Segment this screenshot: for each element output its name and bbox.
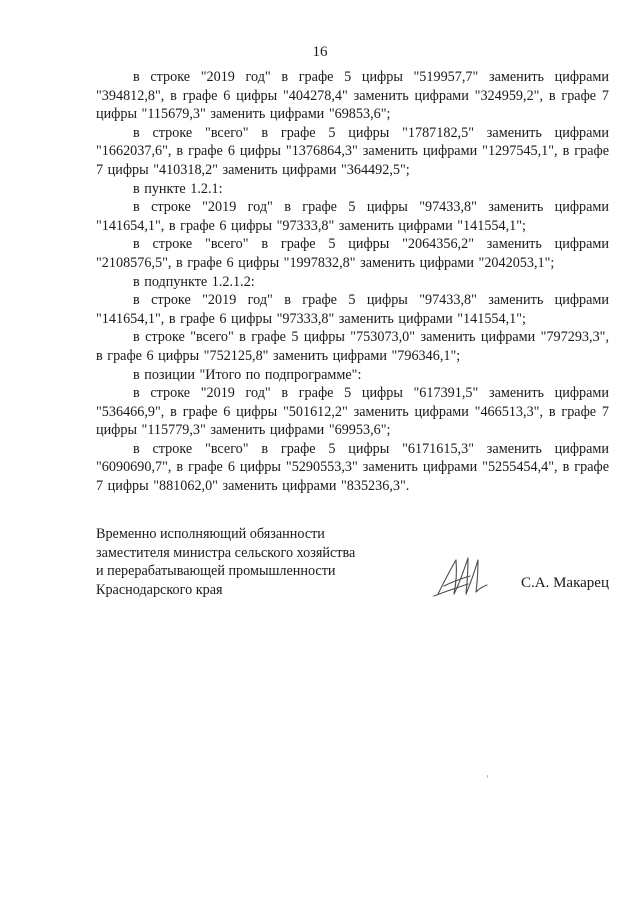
signatory-title-line: Краснодарского края <box>96 581 223 598</box>
signature-block <box>96 525 609 605</box>
amendment-paragraph: в строке "2019 год" в графе 5 цифры "617391,5" заменить цифрами "536466,9", в графе 6 цифры "501612,2" заменить цифрами "466513,3", в графе 7 цифры "115779,3" заменить цифрами "69953,6"; <box>96 385 609 439</box>
amendment-paragraph: в строке "2019 год" в графе 5 цифры "519957,7" заменить цифрами "394812,8", в графе 6 цифры "404278,4" заменить цифрами "324959,2", в графе 7 цифры "115679,3" заменить цифрами "69853,6"; <box>96 69 609 123</box>
section-heading: в подпункте 1.2.1.2: <box>133 273 255 290</box>
amendment-text <box>96 68 609 496</box>
signatory-name: С.А. Макарец <box>521 575 609 591</box>
amendment-paragraph: в строке "всего" в графе 5 цифры "6171615,3" заменить цифрами "6090690,7", в графе 6 цифры "5290553,3" заменить цифрами "5255454,4", в графе 7 цифры "881062,0" заменить цифрами "835236,3". <box>96 440 609 495</box>
signatory-title-line: заместителя министра сельского хозяйства <box>96 544 356 561</box>
amendment-paragraph: в строке "2019 год" в графе 5 цифры "97433,8" заменить цифрами "141654,1", в графе 6 цифры "97333,8" заменить цифрами "141554,1"; <box>96 199 609 234</box>
handwritten-signature <box>430 552 490 602</box>
scan-speck <box>487 775 488 778</box>
section-heading: в позиции "Итого по подпрограмме": <box>133 366 362 383</box>
amendment-paragraph: в строке "всего" в графе 5 цифры "753073,0" заменить цифрами "797293,3", в графе 6 цифры "752125,8" заменить цифрами "796346,1"; <box>96 329 609 364</box>
section-heading: в пункте 1.2.1: <box>133 180 223 197</box>
signatory-title-line: и перерабатывающей промышленности <box>96 563 336 580</box>
amendment-paragraph: в строке "всего" в графе 5 цифры "1787182,5" заменить цифрами "1662037,6", в графе 6 цифры "1376864,3" заменить цифрами "1297545,1", в графе 7 цифры "410318,2" заменить цифрами "364492,5"; <box>96 124 609 178</box>
page-number: 16 <box>312 44 328 60</box>
amendment-paragraph: в строке "2019 год" в графе 5 цифры "97433,8" заменить цифрами "141654,1", в графе 6 цифры "97333,8" заменить цифрами "141554,1"; <box>96 292 609 327</box>
amendment-paragraph: в строке "всего" в графе 5 цифры "2064356,2" заменить цифрами "2108576,5", в графе 6 цифры "1997832,8" заменить цифрами "2042053,1"; <box>96 236 609 271</box>
signatory-title-line: Временно исполняющий обязанности <box>96 526 325 542</box>
